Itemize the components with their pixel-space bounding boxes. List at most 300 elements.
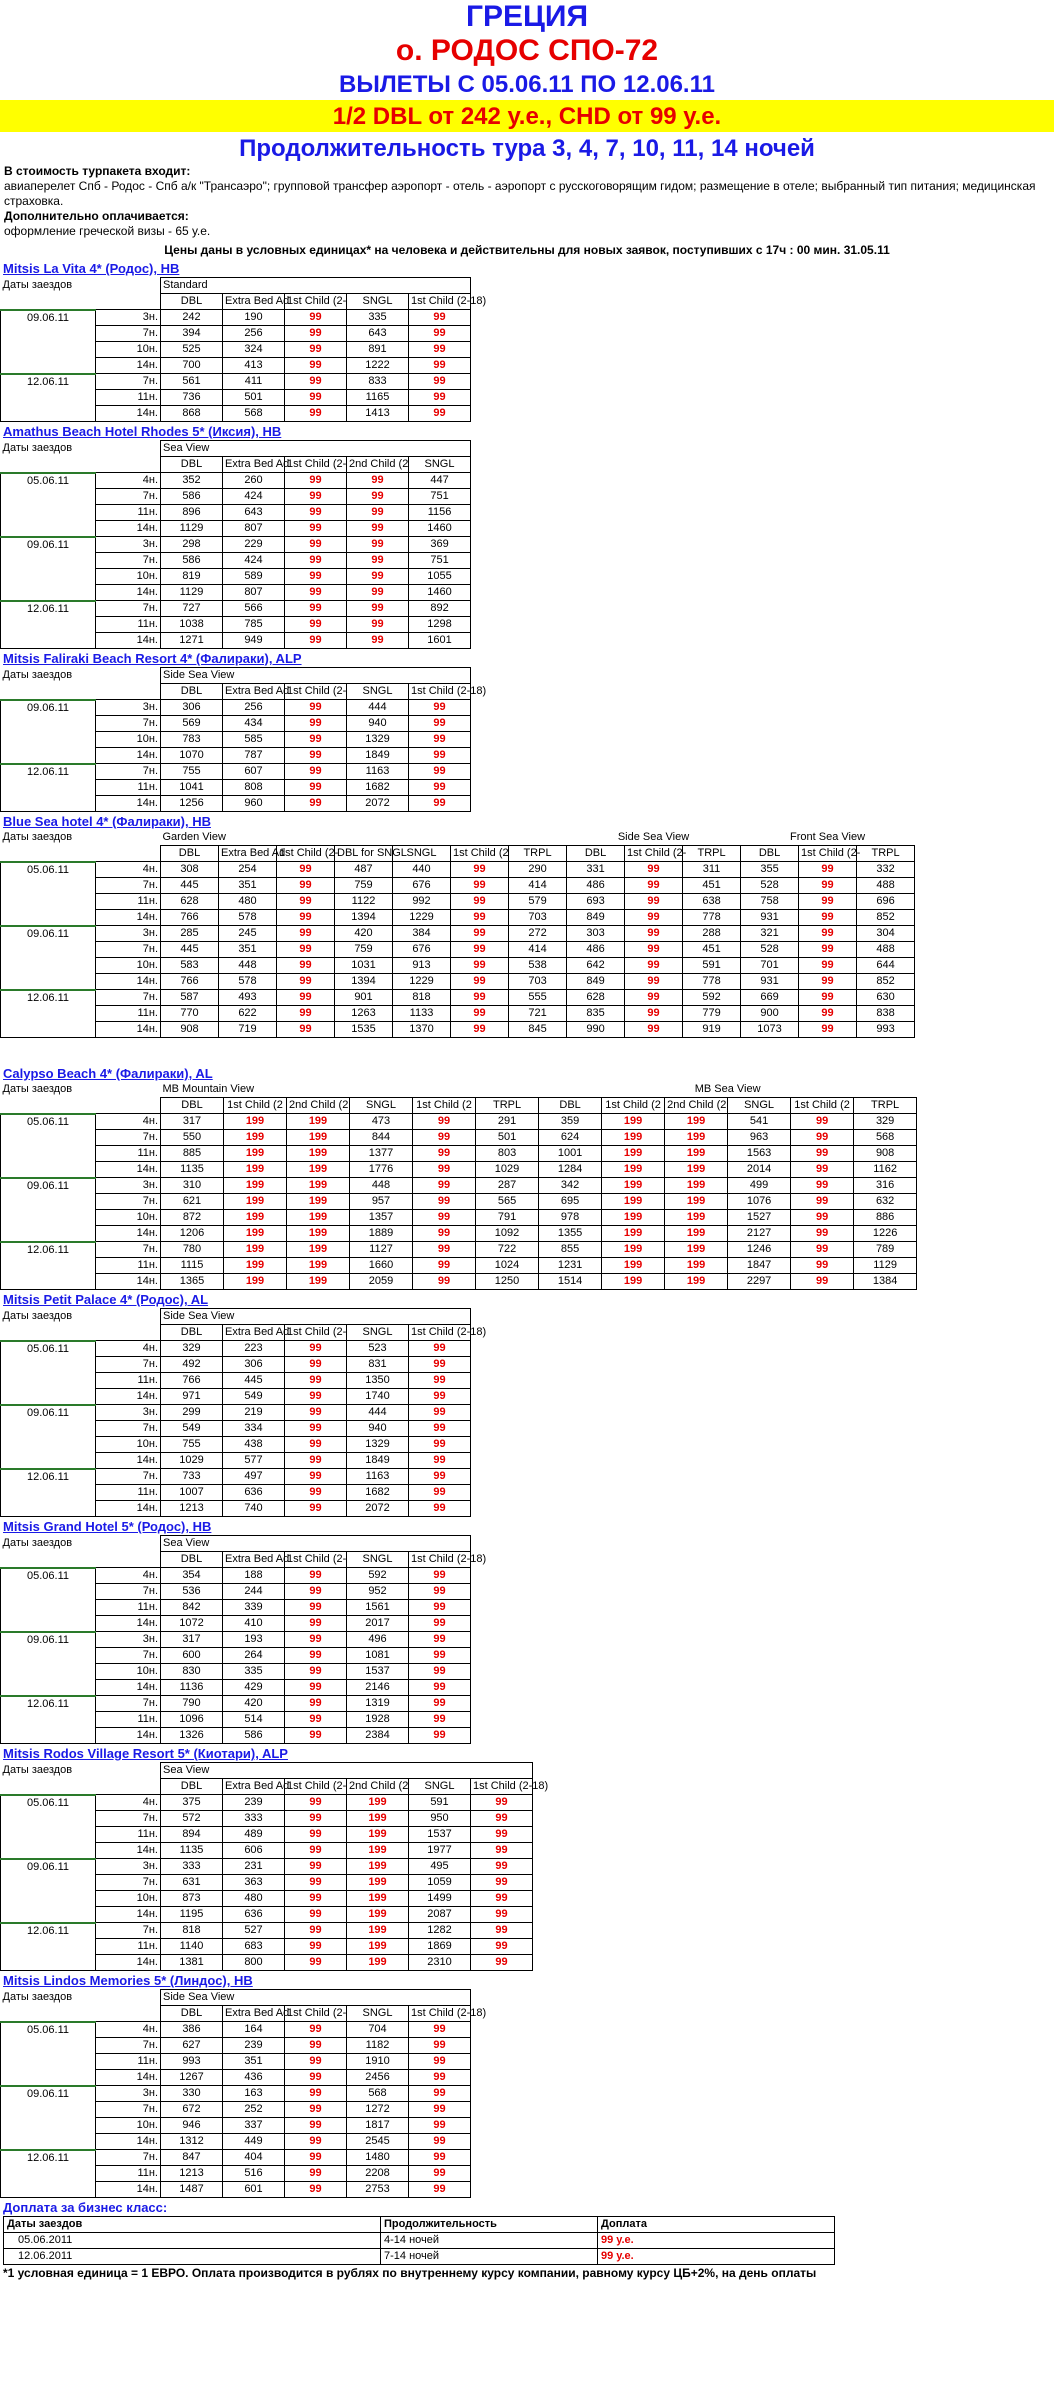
nights-cell: 14н. xyxy=(96,910,161,926)
price-cell: 993 xyxy=(161,2054,223,2070)
room-type-row xyxy=(1,668,471,684)
price-cell: 264 xyxy=(223,1648,285,1664)
title-price: 1/2 DBL от 242 у.е., CHD от 99 у.е. xyxy=(0,100,1054,132)
price-cell: 669 xyxy=(741,990,799,1006)
price-cell: 516 xyxy=(223,2166,285,2182)
price-cell: 894 xyxy=(161,1827,223,1843)
price-cell: 434 xyxy=(223,716,285,732)
price-cell: 549 xyxy=(161,1421,223,1437)
price-cell: 99 xyxy=(409,2150,471,2166)
price-cell: 703 xyxy=(509,974,567,990)
price-cell: 384 xyxy=(393,926,451,942)
price-cell: 99 xyxy=(451,894,509,910)
price-cell: 751 xyxy=(409,553,471,569)
price-cell: 632 xyxy=(854,1194,917,1210)
price-cell: 1029 xyxy=(476,1162,539,1178)
price-cell: 414 xyxy=(509,878,567,894)
price-cell: 99 xyxy=(451,926,509,942)
price-cell: 375 xyxy=(161,1795,223,1811)
hotel-title[interactable]: Mitsis La Vita 4* (Родос), HB xyxy=(3,261,180,276)
price-cell: 438 xyxy=(223,1437,285,1453)
price-cell: 290 xyxy=(509,862,567,878)
price-cell: 99 xyxy=(347,537,409,553)
arrival-date: 12.06.11 xyxy=(1,764,96,812)
price-cell: 99 xyxy=(413,1274,476,1290)
business-header-dates: Даты заездов xyxy=(4,2217,381,2233)
nights-cell: 3н. xyxy=(96,1859,161,1875)
price-cell: 818 xyxy=(393,990,451,1006)
price-cell: 99 xyxy=(451,1006,509,1022)
price-cell: 1326 xyxy=(161,1728,223,1744)
price-cell: 99 xyxy=(285,1728,347,1744)
price-cell: 199 xyxy=(224,1178,287,1194)
price-cell: 445 xyxy=(161,878,219,894)
price-cell: 99 xyxy=(413,1114,476,1130)
price-cell: 99 xyxy=(409,374,471,390)
nights-cell: 7н. xyxy=(96,1421,161,1437)
price-cell: 1182 xyxy=(347,2038,409,2054)
arrival-date: 09.06.11 xyxy=(1,1859,96,1923)
price-cell: 1889 xyxy=(350,1226,413,1242)
price-cell: 852 xyxy=(857,910,915,926)
table-row xyxy=(1,2086,471,2102)
column-header: Extra Bed Ad xyxy=(223,684,285,700)
price-cell: 199 xyxy=(224,1114,287,1130)
price-cell: 99 xyxy=(347,505,409,521)
title-country: ГРЕЦИЯ xyxy=(465,0,589,33)
info-block xyxy=(0,164,1054,239)
arrival-date: 09.06.11 xyxy=(1,2086,96,2150)
price-cell: 99 xyxy=(409,780,471,796)
price-cell: 99 xyxy=(285,1485,347,1501)
column-header: 1st Child (2 xyxy=(413,1098,476,1114)
price-cell: 199 xyxy=(287,1242,350,1258)
price-cell: 448 xyxy=(350,1178,413,1194)
nights-cell: 3н. xyxy=(96,926,161,942)
hotel-title[interactable]: Amathus Beach Hotel Rhodes 5* (Иксия), HB xyxy=(3,424,282,439)
price-cell: 1319 xyxy=(347,1696,409,1712)
nights-cell: 14н. xyxy=(96,796,161,812)
nights-cell: 14н. xyxy=(96,1501,161,1517)
nights-cell: 14н. xyxy=(96,1162,161,1178)
price-cell: 99 xyxy=(285,1616,347,1632)
room-type-label: Garden View xyxy=(162,831,226,843)
price-cell: 766 xyxy=(161,910,219,926)
extra-text: оформление греческой визы - 65 у.е. xyxy=(4,224,211,238)
price-cell: 288 xyxy=(683,926,741,942)
price-cell: 1460 xyxy=(409,521,471,537)
price-cell: 99 xyxy=(413,1146,476,1162)
price-cell: 578 xyxy=(219,910,277,926)
price-cell: 163 xyxy=(223,2086,285,2102)
price-cell: 199 xyxy=(602,1210,665,1226)
price-cell: 99 xyxy=(347,585,409,601)
dates-label: Даты заездов xyxy=(2,279,73,291)
price-cell: 199 xyxy=(665,1114,728,1130)
nights-cell: 7н. xyxy=(96,1469,161,1485)
price-cell: 971 xyxy=(161,1389,223,1405)
price-cell: 770 xyxy=(161,1006,219,1022)
price-cell: 99 xyxy=(409,1728,471,1744)
price-cell: 99 xyxy=(451,910,509,926)
price-cell: 99 xyxy=(285,2022,347,2038)
price-cell: 199 xyxy=(665,1258,728,1274)
room-type-label: Side Sea View xyxy=(161,668,471,684)
arrival-date: 12.06.11 xyxy=(1,1696,96,1744)
price-cell: 1256 xyxy=(161,796,223,812)
price-cell: 99 xyxy=(285,505,347,521)
arrival-date: 05.06.11 xyxy=(1,1795,96,1859)
price-cell: 99 xyxy=(277,894,335,910)
price-cell: 1537 xyxy=(347,1664,409,1680)
price-cell: 99 xyxy=(471,1875,533,1891)
column-header: Extra Bed Ad xyxy=(223,1325,285,1341)
price-cell: 252 xyxy=(223,2102,285,2118)
price-cell: 1263 xyxy=(335,1006,393,1022)
column-header: 1st Child (2- xyxy=(285,2006,347,2022)
price-cell: 1394 xyxy=(335,974,393,990)
price-cell: 420 xyxy=(223,1696,285,1712)
column-header: 2nd Child (2 xyxy=(347,457,409,473)
column-header-row xyxy=(1,1779,533,1795)
nights-cell: 14н. xyxy=(96,974,161,990)
column-header: DBL xyxy=(161,457,223,473)
price-cell: 835 xyxy=(567,1006,625,1022)
price-cell: 99 xyxy=(285,2134,347,2150)
price-cell: 1129 xyxy=(161,585,223,601)
price-cell: 99 xyxy=(347,521,409,537)
nights-cell: 7н. xyxy=(96,1648,161,1664)
column-header: DBL xyxy=(539,1098,602,1114)
price-cell: 99 xyxy=(285,1827,347,1843)
price-cell: 800 xyxy=(223,1955,285,1971)
price-cell: 751 xyxy=(409,489,471,505)
price-cell: 587 xyxy=(161,990,219,1006)
dates-label: Даты заездов xyxy=(2,1310,73,1322)
price-cell: 990 xyxy=(567,1022,625,1038)
extra-title: Дополнительно оплачивается: xyxy=(4,209,189,223)
price-cell: 721 xyxy=(509,1006,567,1022)
nights-cell: 10н. xyxy=(96,2118,161,2134)
price-cell: 624 xyxy=(539,1130,602,1146)
price-cell: 99 xyxy=(285,1859,347,1875)
business-duration: 7-14 ночей xyxy=(381,2249,598,2265)
price-cell: 99 xyxy=(409,1616,471,1632)
nights-cell: 11н. xyxy=(96,1373,161,1389)
nights-cell: 14н. xyxy=(96,748,161,764)
price-cell: 885 xyxy=(161,1146,224,1162)
price-cell: 199 xyxy=(224,1194,287,1210)
nights-cell: 14н. xyxy=(96,1453,161,1469)
price-cell: 1329 xyxy=(347,1437,409,1453)
price-cell: 1267 xyxy=(161,2070,223,2086)
table-row xyxy=(1,1242,917,1258)
price-cell: 99 xyxy=(285,1389,347,1405)
price-table xyxy=(0,440,471,649)
price-cell: 621 xyxy=(161,1194,224,1210)
price-cell: 1928 xyxy=(347,1712,409,1728)
column-header: SNGL xyxy=(728,1098,791,1114)
price-cell: 99 xyxy=(409,1600,471,1616)
price-cell: 99 xyxy=(409,406,471,422)
table-row xyxy=(1,374,471,390)
price-cell: 99 xyxy=(409,1453,471,1469)
price-cell: 568 xyxy=(854,1130,917,1146)
arrival-date: 09.06.11 xyxy=(1,537,96,601)
price-cell: 886 xyxy=(854,1210,917,1226)
business-duration: 4-14 ночей xyxy=(381,2233,598,2249)
price-cell: 199 xyxy=(665,1210,728,1226)
price-cell: 99 xyxy=(285,1955,347,1971)
price-cell: 330 xyxy=(161,2086,223,2102)
arrival-date: 09.06.11 xyxy=(1,700,96,764)
price-cell: 199 xyxy=(602,1258,665,1274)
column-header-row xyxy=(1,1552,471,1568)
business-title: Доплата за бизнес класс: xyxy=(3,2200,168,2215)
price-cell: 831 xyxy=(347,1357,409,1373)
price-cell: 99 xyxy=(625,926,683,942)
column-header: DBL xyxy=(161,1552,223,1568)
price-cell: 99 xyxy=(285,796,347,812)
hotel-title[interactable]: Blue Sea hotel 4* (Фалираки), HB xyxy=(3,814,211,829)
price-table xyxy=(0,1308,487,1517)
nights-cell: 7н. xyxy=(96,942,161,958)
price-cell: 1849 xyxy=(347,748,409,764)
price-cell: 99 xyxy=(285,764,347,780)
price-cell: 99 xyxy=(451,958,509,974)
price-cell: 331 xyxy=(567,862,625,878)
price-cell: 622 xyxy=(219,1006,277,1022)
price-cell: 99 xyxy=(409,1696,471,1712)
price-cell: 2297 xyxy=(728,1274,791,1290)
table-row xyxy=(1,1258,917,1274)
price-cell: 99 xyxy=(285,1875,347,1891)
hotel-title[interactable]: Mitsis Faliraki Beach Resort 4* (Фалираки), ALP xyxy=(3,651,302,666)
price-cell: 199 xyxy=(665,1162,728,1178)
price-cell: 99 xyxy=(285,1795,347,1811)
price-cell: 310 xyxy=(161,1178,224,1194)
price-cell: 568 xyxy=(223,406,285,422)
price-cell: 891 xyxy=(347,342,409,358)
price-cell: 99 xyxy=(285,748,347,764)
price-cell: 99 xyxy=(285,1680,347,1696)
hotel-title[interactable]: Mitsis Rodos Village Resort 5* (Киотари), ALP xyxy=(3,1746,288,1761)
column-header: SNGL xyxy=(347,1552,409,1568)
nights-cell: 14н. xyxy=(96,521,161,537)
nights-cell: 11н. xyxy=(96,1712,161,1728)
price-cell: 420 xyxy=(335,926,393,942)
title-duration: Продолжительность тура 3, 4, 7, 10, 11, 14 ночей xyxy=(239,135,815,162)
price-cell: 578 xyxy=(219,974,277,990)
nights-cell: 11н. xyxy=(96,617,161,633)
price-cell: 272 xyxy=(509,926,567,942)
price-cell: 99 xyxy=(791,1114,854,1130)
price-cell: 940 xyxy=(347,716,409,732)
column-header: DBL xyxy=(161,684,223,700)
price-cell: 199 xyxy=(347,1923,409,1939)
price-cell: 950 xyxy=(409,1811,471,1827)
price-cell: 549 xyxy=(223,1389,285,1405)
nights-cell: 7н. xyxy=(96,2038,161,2054)
price-cell: 963 xyxy=(728,1130,791,1146)
arrival-date: 05.06.11 xyxy=(1,1568,96,1632)
price-cell: 607 xyxy=(223,764,285,780)
price-cell: 1072 xyxy=(161,1616,223,1632)
arrival-date: 12.06.11 xyxy=(1,1242,96,1290)
price-cell: 99 xyxy=(285,1811,347,1827)
price-cell: 99 xyxy=(409,1357,471,1373)
nights-cell: 7н. xyxy=(96,1584,161,1600)
business-row xyxy=(4,2233,835,2249)
price-cell: 199 xyxy=(224,1146,287,1162)
table-row xyxy=(1,764,471,780)
price-cell: 193 xyxy=(223,1632,285,1648)
hotel-title[interactable]: Mitsis Petit Palace 4* (Родос), AL xyxy=(3,1292,209,1307)
nights-cell: 7н. xyxy=(96,1130,161,1146)
nights-cell: 4н. xyxy=(96,1795,161,1811)
price-cell: 99 xyxy=(285,1939,347,1955)
nights-cell: 14н. xyxy=(96,585,161,601)
price-cell: 219 xyxy=(223,1405,285,1421)
nights-cell: 7н. xyxy=(96,716,161,732)
price-cell: 676 xyxy=(393,878,451,894)
price-cell: 99 xyxy=(451,1022,509,1038)
price-cell: 550 xyxy=(161,1130,224,1146)
title-flights: ВЫЛЕТЫ С 05.06.11 ПО 12.06.11 xyxy=(339,71,715,98)
arrival-date: 12.06.11 xyxy=(1,2150,96,2198)
price-cell: 199 xyxy=(602,1130,665,1146)
price-cell: 99 xyxy=(409,1712,471,1728)
price-cell: 363 xyxy=(223,1875,285,1891)
dates-label: Даты заездов xyxy=(2,1537,73,1549)
price-cell: 99 xyxy=(791,1210,854,1226)
price-cell: 492 xyxy=(161,1357,223,1373)
price-cell: 952 xyxy=(347,1584,409,1600)
price-cell: 199 xyxy=(602,1242,665,1258)
price-cell: 873 xyxy=(161,1891,223,1907)
column-header: Extra Bed Ad xyxy=(223,1552,285,1568)
price-cell: 1282 xyxy=(409,1923,471,1939)
price-cell: 1222 xyxy=(347,358,409,374)
nights-cell: 10н. xyxy=(96,732,161,748)
hotel-title[interactable]: Mitsis Lindos Memories 5* (Линдос), HB xyxy=(3,1973,253,1988)
business-row xyxy=(4,2249,835,2265)
price-cell: 342 xyxy=(539,1178,602,1194)
price-cell: 352 xyxy=(161,473,223,489)
price-cell: 99 xyxy=(471,1843,533,1859)
price-cell: 99 xyxy=(791,1130,854,1146)
price-cell: 1561 xyxy=(347,1600,409,1616)
column-header: 1st Child (2-18) xyxy=(409,2006,471,2022)
price-cell: 949 xyxy=(223,633,285,649)
price-cell: 946 xyxy=(161,2118,223,2134)
price-cell: 99 xyxy=(285,617,347,633)
price-cell: 759 xyxy=(335,878,393,894)
price-cell: 913 xyxy=(393,958,451,974)
price-cell: 528 xyxy=(741,942,799,958)
hotel-title[interactable]: Calypso Beach 4* (Фалираки), AL xyxy=(3,1066,213,1081)
price-cell: 449 xyxy=(223,2134,285,2150)
price-cell: 99 xyxy=(409,2182,471,2198)
column-header-row xyxy=(1,2006,471,2022)
business-header-row xyxy=(4,2217,835,2233)
price-cell: 696 xyxy=(857,894,915,910)
price-cell: 849 xyxy=(567,910,625,926)
price-cell: 99 xyxy=(409,1389,471,1405)
column-header: 1st Child (2- xyxy=(799,846,857,862)
price-cell: 414 xyxy=(509,942,567,958)
price-cell: 1817 xyxy=(347,2118,409,2134)
price-cell: 1847 xyxy=(728,1258,791,1274)
nights-cell: 7н. xyxy=(96,990,161,1006)
price-cell: 940 xyxy=(347,1421,409,1437)
nights-cell: 14н. xyxy=(96,1226,161,1242)
table-row xyxy=(1,926,915,942)
price-cell: 99 xyxy=(413,1162,476,1178)
price-cell: 628 xyxy=(567,990,625,1006)
table-row xyxy=(1,990,915,1006)
price-cell: 808 xyxy=(223,780,285,796)
price-cell: 1226 xyxy=(854,1226,917,1242)
price-cell: 199 xyxy=(347,1859,409,1875)
price-cell: 245 xyxy=(219,926,277,942)
price-cell: 2087 xyxy=(409,1907,471,1923)
arrival-date: 12.06.11 xyxy=(1,374,96,422)
price-cell: 256 xyxy=(223,700,285,716)
price-cell: 99 xyxy=(451,862,509,878)
price-cell: 386 xyxy=(161,2022,223,2038)
arrival-date: 09.06.11 xyxy=(1,926,96,990)
nights-cell: 14н. xyxy=(96,1955,161,1971)
price-cell: 701 xyxy=(741,958,799,974)
price-cell: 1135 xyxy=(161,1843,223,1859)
nights-cell: 4н. xyxy=(96,1341,161,1357)
price-cell: 244 xyxy=(223,1584,285,1600)
price-cell: 99 xyxy=(625,958,683,974)
price-cell: 99 xyxy=(277,942,335,958)
price-cell: 1076 xyxy=(728,1194,791,1210)
price-cell: 231 xyxy=(223,1859,285,1875)
price-cell: 908 xyxy=(854,1146,917,1162)
price-cell: 758 xyxy=(741,894,799,910)
price-cell: 299 xyxy=(161,1405,223,1421)
price-cell: 99 xyxy=(791,1226,854,1242)
price-cell: 2545 xyxy=(347,2134,409,2150)
price-cell: 892 xyxy=(409,601,471,617)
room-type-label: Side Sea View xyxy=(161,1309,471,1325)
price-cell: 199 xyxy=(287,1258,350,1274)
hotel-title[interactable]: Mitsis Grand Hotel 5* (Родос), HB xyxy=(3,1519,212,1534)
price-cell: 99 xyxy=(285,1373,347,1389)
price-cell: 99 xyxy=(347,553,409,569)
price-cell: 992 xyxy=(393,894,451,910)
price-cell: 99 xyxy=(285,601,347,617)
nights-cell: 10н. xyxy=(96,1437,161,1453)
price-cell: 1377 xyxy=(350,1146,413,1162)
column-header: Extra Bed Ad xyxy=(223,2006,285,2022)
table-row xyxy=(1,910,915,926)
nights-cell: 10н. xyxy=(96,1210,161,1226)
price-cell: 333 xyxy=(223,1811,285,1827)
price-cell: 569 xyxy=(161,716,223,732)
table-row xyxy=(1,1859,533,1875)
price-cell: 291 xyxy=(476,1114,539,1130)
price-cell: 223 xyxy=(223,1341,285,1357)
price-cell: 1535 xyxy=(335,1022,393,1038)
nights-cell: 7н. xyxy=(96,1357,161,1373)
price-cell: 99 xyxy=(471,1827,533,1843)
price-cell: 791 xyxy=(476,1210,539,1226)
